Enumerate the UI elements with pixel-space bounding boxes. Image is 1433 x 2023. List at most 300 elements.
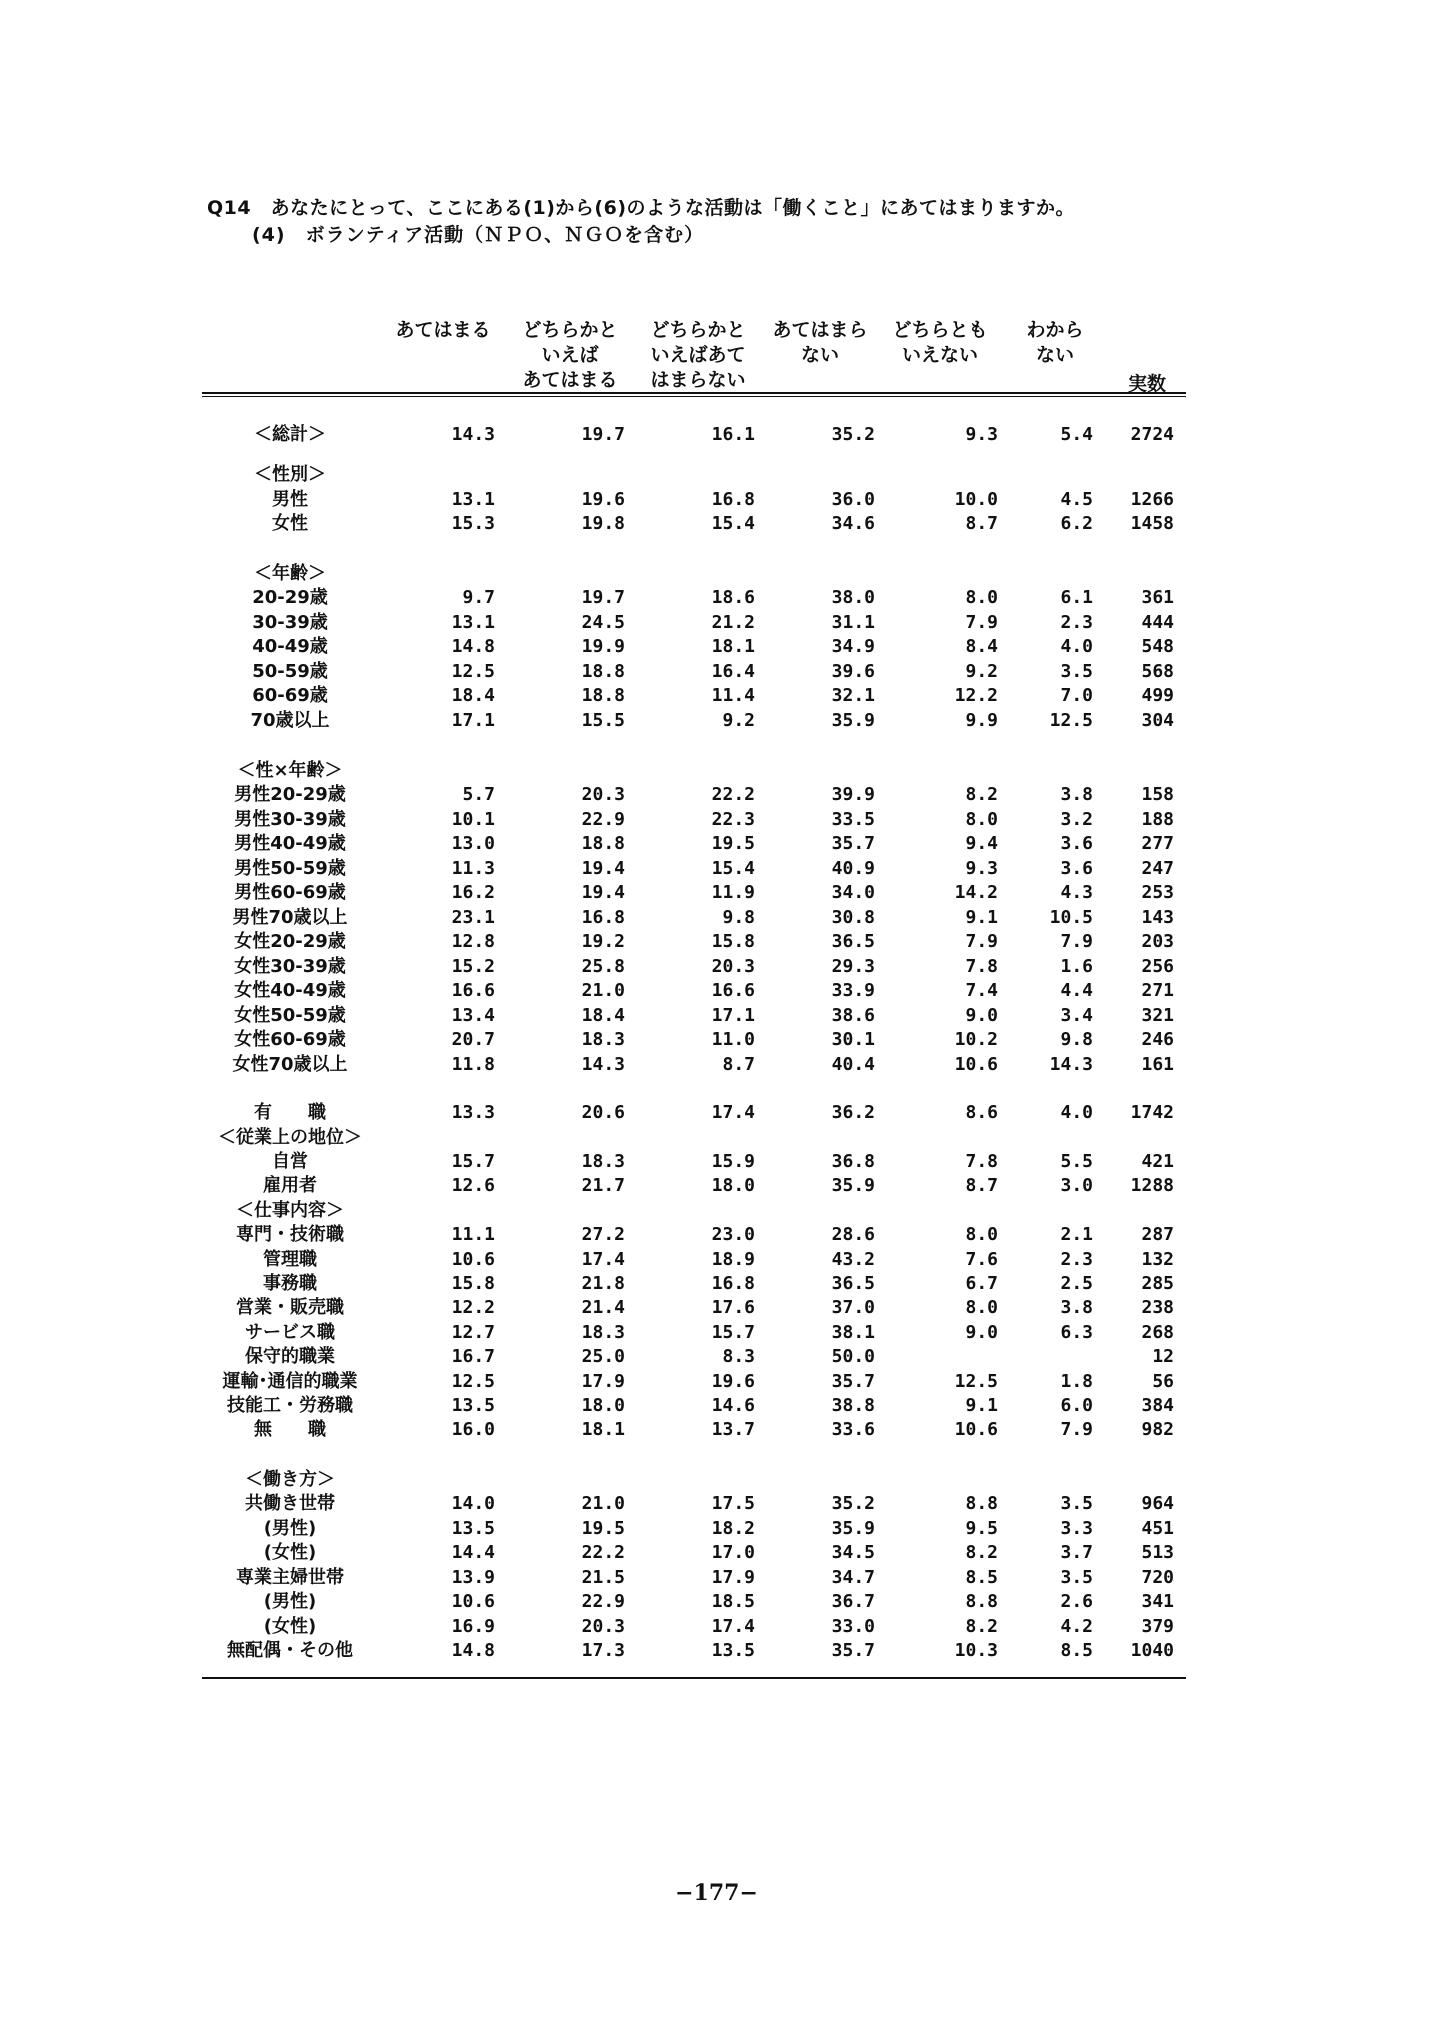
cell-count: 253 <box>1141 882 1174 903</box>
cell-value: 13.7 <box>711 1419 755 1440</box>
cell-value: 3.2 <box>1060 809 1093 830</box>
cell-value: 16.9 <box>451 1616 495 1637</box>
cell-value: 14.6 <box>711 1395 755 1416</box>
cell-value: 3.8 <box>1060 784 1093 805</box>
cell-count: 256 <box>1141 956 1174 977</box>
row-label: 自営 <box>272 1151 308 1172</box>
cell-value: 28.6 <box>831 1224 875 1245</box>
cell-value: 18.5 <box>711 1591 755 1612</box>
table-row <box>0 1321 1433 1345</box>
row-label: 女性 <box>272 513 308 534</box>
row-label: 保守的職業 <box>245 1346 335 1367</box>
cell-count: 548 <box>1141 636 1174 657</box>
cell-count: 720 <box>1141 1567 1174 1588</box>
table-row <box>0 635 1433 659</box>
table-bottom-rule <box>202 1677 1186 1679</box>
cell-value: 8.5 <box>1060 1640 1093 1661</box>
cell-value: 35.7 <box>831 1371 875 1392</box>
cell-value: 18.8 <box>581 661 625 682</box>
table-row <box>0 709 1433 733</box>
cell-value: 9.2 <box>722 710 755 731</box>
cell-value: 12.2 <box>954 685 998 706</box>
cell-value: 19.6 <box>711 1371 755 1392</box>
cell-value: 18.6 <box>711 587 755 608</box>
cell-value: 36.0 <box>831 489 875 510</box>
row-label: ＜仕事内容＞ <box>236 1200 344 1221</box>
cell-value: 18.3 <box>581 1029 625 1050</box>
cell-value: 6.2 <box>1060 513 1093 534</box>
cell-value: 16.8 <box>711 489 755 510</box>
cell-value: 19.6 <box>581 489 625 510</box>
row-label: 女性20-29歳 <box>234 931 346 952</box>
cell-count: 277 <box>1141 833 1174 854</box>
row-label: 男性40-49歳 <box>234 833 346 854</box>
row-label: 女性40-49歳 <box>234 980 346 1001</box>
cell-value: 35.2 <box>831 424 875 445</box>
table-row <box>0 1150 1433 1174</box>
cell-count: 568 <box>1141 661 1174 682</box>
cell-value: 6.0 <box>1060 1395 1093 1416</box>
cell-value: 7.9 <box>965 931 998 952</box>
table-row <box>0 1566 1433 1590</box>
page-number: −177− <box>675 1880 758 1906</box>
row-label: サービス職 <box>245 1322 335 1343</box>
cell-value: 21.7 <box>581 1175 625 1196</box>
cell-count: 247 <box>1141 858 1174 879</box>
cell-value: 11.4 <box>711 685 755 706</box>
cell-count: 188 <box>1141 809 1174 830</box>
cell-value: 5.5 <box>1060 1151 1093 1172</box>
cell-value: 10.6 <box>451 1249 495 1270</box>
cell-value: 2.3 <box>1060 1249 1093 1270</box>
table-row <box>0 562 1433 586</box>
cell-value: 30.1 <box>831 1029 875 1050</box>
row-label: 男性20-29歳 <box>234 784 346 805</box>
cell-value: 12.2 <box>451 1297 495 1318</box>
row-label: (女性) <box>263 1542 317 1563</box>
cell-value: 3.4 <box>1060 1005 1093 1026</box>
table-row <box>0 660 1433 684</box>
table-row <box>0 979 1433 1003</box>
cell-value: 33.0 <box>831 1616 875 1637</box>
cell-value: 12.8 <box>451 931 495 952</box>
cell-value: 19.5 <box>711 833 755 854</box>
cell-value: 15.8 <box>711 931 755 952</box>
cell-value: 35.9 <box>831 1175 875 1196</box>
cell-value: 21.8 <box>581 1273 625 1294</box>
table-row <box>0 1345 1433 1369</box>
column-header: どちらかと いえばあて はまらない <box>650 319 746 391</box>
cell-value: 8.2 <box>965 1542 998 1563</box>
cell-value: 15.4 <box>711 513 755 534</box>
cell-count: 982 <box>1141 1419 1174 1440</box>
cell-value: 9.7 <box>462 587 495 608</box>
cell-value: 15.2 <box>451 956 495 977</box>
table-row <box>0 1028 1433 1052</box>
cell-value: 22.3 <box>711 809 755 830</box>
cell-value: 40.9 <box>831 858 875 879</box>
cell-value: 19.8 <box>581 513 625 534</box>
cell-value: 9.8 <box>722 907 755 928</box>
cell-value: 38.1 <box>831 1322 875 1343</box>
cell-count: 132 <box>1141 1249 1174 1270</box>
row-label: 女性70歳以上 <box>232 1054 348 1075</box>
cell-count: 964 <box>1141 1493 1174 1514</box>
row-label: (男性) <box>263 1591 317 1612</box>
cell-count: 1458 <box>1130 513 1174 534</box>
row-label: 無配偶・その他 <box>227 1640 353 1661</box>
row-label: 男性60-69歳 <box>234 882 346 903</box>
cell-value: 14.3 <box>1049 1054 1093 1075</box>
cell-value: 2.6 <box>1060 1591 1093 1612</box>
cell-value: 13.5 <box>451 1395 495 1416</box>
cell-value: 17.3 <box>581 1640 625 1661</box>
row-label: ＜年齢＞ <box>254 563 326 584</box>
cell-value: 14.4 <box>451 1542 495 1563</box>
cell-value: 4.3 <box>1060 882 1093 903</box>
table-row <box>0 832 1433 856</box>
cell-value: 13.0 <box>451 833 495 854</box>
row-label: 技能工・労務職 <box>227 1395 353 1416</box>
cell-count: 271 <box>1141 980 1174 1001</box>
cell-count: 361 <box>1141 587 1174 608</box>
table-row <box>0 1541 1433 1565</box>
cell-value: 33.5 <box>831 809 875 830</box>
cell-value: 15.5 <box>581 710 625 731</box>
cell-value: 11.0 <box>711 1029 755 1050</box>
row-label: 共働き世帯 <box>245 1493 335 1514</box>
row-label: 40-49歳 <box>252 636 328 657</box>
cell-value: 14.0 <box>451 1493 495 1514</box>
cell-value: 35.9 <box>831 710 875 731</box>
cell-count: 203 <box>1141 931 1174 952</box>
row-label: 営業・販売職 <box>236 1297 344 1318</box>
cell-value: 8.7 <box>965 1175 998 1196</box>
question-text: Q14 あなたにとって、ここにある(1)から(6)のような活動は「働くこと」にあてはまりますか。 <box>207 197 1076 219</box>
cell-value: 8.0 <box>965 809 998 830</box>
cell-value: 10.1 <box>451 809 495 830</box>
cell-value: 33.9 <box>831 980 875 1001</box>
row-label: 男性50-59歳 <box>234 858 346 879</box>
cell-count: 285 <box>1141 1273 1174 1294</box>
cell-value: 8.0 <box>965 587 998 608</box>
row-label: ＜性別＞ <box>254 464 326 485</box>
cell-value: 4.0 <box>1060 636 1093 657</box>
cell-value: 21.5 <box>581 1567 625 1588</box>
row-label: (女性) <box>263 1616 317 1637</box>
cell-count: 321 <box>1141 1005 1174 1026</box>
cell-value: 5.7 <box>462 784 495 805</box>
cell-count: 451 <box>1141 1518 1174 1539</box>
table-row <box>0 955 1433 979</box>
cell-value: 3.5 <box>1060 1567 1093 1588</box>
cell-value: 13.3 <box>451 1102 495 1123</box>
cell-value: 8.7 <box>722 1054 755 1075</box>
row-label: ＜総計＞ <box>254 424 326 445</box>
cell-value: 22.2 <box>581 1542 625 1563</box>
cell-value: 7.9 <box>1060 931 1093 952</box>
cell-value: 20.7 <box>451 1029 495 1050</box>
row-label: 無 職 <box>254 1419 326 1440</box>
cell-value: 21.2 <box>711 612 755 633</box>
table-row <box>0 1517 1433 1541</box>
cell-value: 15.8 <box>451 1273 495 1294</box>
cell-value: 25.8 <box>581 956 625 977</box>
cell-value: 3.3 <box>1060 1518 1093 1539</box>
cell-count: 513 <box>1141 1542 1174 1563</box>
cell-value: 20.3 <box>711 956 755 977</box>
cell-value: 36.8 <box>831 1151 875 1172</box>
cell-value: 18.0 <box>711 1175 755 1196</box>
table-row <box>0 930 1433 954</box>
cell-value: 13.1 <box>451 489 495 510</box>
table-row <box>0 1468 1433 1492</box>
cell-value: 16.6 <box>711 980 755 1001</box>
cell-value: 18.2 <box>711 1518 755 1539</box>
row-label: 男性30-39歳 <box>234 809 346 830</box>
cell-value: 18.8 <box>581 833 625 854</box>
table-row <box>0 1101 1433 1125</box>
row-label: ＜従業上の地位＞ <box>218 1127 362 1148</box>
cell-count: 1742 <box>1130 1102 1174 1123</box>
cell-value: 39.9 <box>831 784 875 805</box>
table-row <box>0 512 1433 536</box>
table-row <box>0 808 1433 832</box>
cell-value: 1.6 <box>1060 956 1093 977</box>
cell-value: 38.6 <box>831 1005 875 1026</box>
cell-value: 10.2 <box>954 1029 998 1050</box>
cell-value: 18.9 <box>711 1249 755 1270</box>
cell-value: 9.8 <box>1060 1029 1093 1050</box>
cell-value: 36.2 <box>831 1102 875 1123</box>
cell-value: 6.3 <box>1060 1322 1093 1343</box>
row-label: 70歳以上 <box>250 710 330 731</box>
cell-value: 13.4 <box>451 1005 495 1026</box>
cell-value: 32.1 <box>831 685 875 706</box>
cell-value: 18.3 <box>581 1322 625 1343</box>
cell-value: 13.5 <box>451 1518 495 1539</box>
sub-question-text: (4) ボランティア活動（ＮＰＯ、ＮＧＯを含む） <box>252 224 705 246</box>
cell-value: 35.2 <box>831 1493 875 1514</box>
cell-value: 19.9 <box>581 636 625 657</box>
table-row <box>0 1296 1433 1320</box>
cell-value: 11.1 <box>451 1224 495 1245</box>
row-label: 男性 <box>272 489 308 510</box>
cell-value: 19.2 <box>581 931 625 952</box>
cell-value: 7.6 <box>965 1249 998 1270</box>
cell-value: 8.8 <box>965 1493 998 1514</box>
row-label: 専門・技術職 <box>236 1224 344 1245</box>
cell-value: 29.3 <box>831 956 875 977</box>
cell-value: 9.5 <box>965 1518 998 1539</box>
cell-value: 34.5 <box>831 1542 875 1563</box>
cell-value: 34.6 <box>831 513 875 534</box>
row-label: 女性60-69歳 <box>234 1029 346 1050</box>
cell-value: 15.3 <box>451 513 495 534</box>
cell-value: 7.8 <box>965 956 998 977</box>
table-row <box>0 1394 1433 1418</box>
cell-value: 43.2 <box>831 1249 875 1270</box>
cell-count: 421 <box>1141 1151 1174 1172</box>
cell-value: 22.9 <box>581 1591 625 1612</box>
cell-value: 9.0 <box>965 1005 998 1026</box>
cell-value: 8.0 <box>965 1224 998 1245</box>
cell-count: 2724 <box>1130 424 1174 445</box>
cell-value: 6.1 <box>1060 587 1093 608</box>
cell-value: 35.7 <box>831 833 875 854</box>
row-label: 事務職 <box>263 1273 317 1294</box>
cell-value: 50.0 <box>831 1346 875 1367</box>
cell-value: 8.5 <box>965 1567 998 1588</box>
cell-value: 20.3 <box>581 1616 625 1637</box>
cell-value: 27.2 <box>581 1224 625 1245</box>
row-label: 専業主婦世帯 <box>236 1567 344 1588</box>
cell-value: 34.9 <box>831 636 875 657</box>
cell-value: 17.4 <box>581 1249 625 1270</box>
cell-value: 8.3 <box>722 1346 755 1367</box>
row-label: 運輸･通信的職業 <box>222 1371 358 1392</box>
cell-count: 56 <box>1152 1371 1174 1392</box>
cell-value: 35.7 <box>831 1640 875 1661</box>
cell-value: 1.8 <box>1060 1371 1093 1392</box>
table-row <box>0 857 1433 881</box>
cell-value: 18.0 <box>581 1395 625 1416</box>
cell-value: 7.9 <box>965 612 998 633</box>
table-row <box>0 1492 1433 1516</box>
cell-value: 13.9 <box>451 1567 495 1588</box>
cell-value: 4.5 <box>1060 489 1093 510</box>
total-column-header: 実数 <box>1128 373 1167 395</box>
cell-value: 12.7 <box>451 1322 495 1343</box>
cell-value: 17.9 <box>711 1567 755 1588</box>
row-label: 有 職 <box>254 1102 326 1123</box>
table-row <box>0 423 1433 447</box>
row-label: 20-29歳 <box>252 587 328 608</box>
cell-value: 22.9 <box>581 809 625 830</box>
table-row <box>0 783 1433 807</box>
cell-value: 4.2 <box>1060 1616 1093 1637</box>
cell-value: 11.8 <box>451 1054 495 1075</box>
cell-value: 7.8 <box>965 1151 998 1172</box>
cell-value: 31.1 <box>831 612 875 633</box>
cell-value: 15.9 <box>711 1151 755 1172</box>
cell-value: 12.5 <box>451 1371 495 1392</box>
cell-value: 3.7 <box>1060 1542 1093 1563</box>
cell-value: 16.2 <box>451 882 495 903</box>
header-rule <box>202 396 1186 397</box>
cell-value: 19.4 <box>581 858 625 879</box>
cell-count: 1288 <box>1130 1175 1174 1196</box>
cell-value: 17.4 <box>711 1616 755 1637</box>
cell-count: 12 <box>1152 1346 1174 1367</box>
table-row <box>0 586 1433 610</box>
cell-value: 12.5 <box>451 661 495 682</box>
cell-value: 4.0 <box>1060 1102 1093 1123</box>
cell-value: 8.0 <box>965 1297 998 1318</box>
cell-value: 14.3 <box>581 1054 625 1075</box>
cell-value: 18.1 <box>711 636 755 657</box>
cell-value: 15.7 <box>451 1151 495 1172</box>
cell-value: 8.2 <box>965 1616 998 1637</box>
cell-value: 10.5 <box>1049 907 1093 928</box>
table-row <box>0 1223 1433 1247</box>
cell-value: 21.0 <box>581 1493 625 1514</box>
cell-value: 3.8 <box>1060 1297 1093 1318</box>
cell-count: 268 <box>1141 1322 1174 1343</box>
cell-value: 16.0 <box>451 1419 495 1440</box>
cell-value: 15.7 <box>711 1322 755 1343</box>
cell-count: 341 <box>1141 1591 1174 1612</box>
cell-value: 39.6 <box>831 661 875 682</box>
table-row <box>0 1053 1433 1077</box>
cell-value: 14.2 <box>954 882 998 903</box>
column-header: どちらかと いえば あてはまる <box>522 319 618 391</box>
cell-value: 16.8 <box>711 1273 755 1294</box>
table-row <box>0 1370 1433 1394</box>
column-header: あてはまら ない <box>772 319 868 366</box>
cell-value: 19.5 <box>581 1518 625 1539</box>
cell-value: 19.4 <box>581 882 625 903</box>
table-row <box>0 1248 1433 1272</box>
cell-count: 304 <box>1141 710 1174 731</box>
cell-count: 444 <box>1141 612 1174 633</box>
cell-value: 34.7 <box>831 1567 875 1588</box>
cell-value: 23.0 <box>711 1224 755 1245</box>
cell-value: 7.0 <box>1060 685 1093 706</box>
cell-value: 38.8 <box>831 1395 875 1416</box>
cell-value: 15.4 <box>711 858 755 879</box>
cell-value: 18.8 <box>581 685 625 706</box>
cell-value: 36.5 <box>831 931 875 952</box>
cell-count: 287 <box>1141 1224 1174 1245</box>
cell-value: 19.7 <box>581 424 625 445</box>
table-row <box>0 1272 1433 1296</box>
cell-count: 379 <box>1141 1616 1174 1637</box>
cell-value: 2.5 <box>1060 1273 1093 1294</box>
row-label: ＜性×年齢＞ <box>237 760 343 781</box>
cell-value: 21.0 <box>581 980 625 1001</box>
table-row <box>0 759 1433 783</box>
cell-value: 12.5 <box>954 1371 998 1392</box>
table-row <box>0 684 1433 708</box>
cell-value: 38.0 <box>831 587 875 608</box>
cell-value: 18.4 <box>451 685 495 706</box>
cell-count: 246 <box>1141 1029 1174 1050</box>
cell-value: 23.1 <box>451 907 495 928</box>
cell-value: 17.1 <box>451 710 495 731</box>
cell-count: 499 <box>1141 685 1174 706</box>
cell-value: 9.1 <box>965 1395 998 1416</box>
table-row <box>0 488 1433 512</box>
cell-value: 10.6 <box>954 1419 998 1440</box>
cell-value: 40.4 <box>831 1054 875 1075</box>
cell-value: 16.8 <box>581 907 625 928</box>
cell-count: 238 <box>1141 1297 1174 1318</box>
cell-value: 17.1 <box>711 1005 755 1026</box>
cell-value: 24.5 <box>581 612 625 633</box>
cell-value: 5.4 <box>1060 424 1093 445</box>
column-header: わから ない <box>1026 319 1084 366</box>
cell-value: 3.5 <box>1060 1493 1093 1514</box>
cell-value: 2.1 <box>1060 1224 1093 1245</box>
table-row <box>0 1199 1433 1223</box>
cell-value: 10.6 <box>451 1591 495 1612</box>
cell-value: 9.3 <box>965 424 998 445</box>
cell-value: 17.6 <box>711 1297 755 1318</box>
cell-value: 34.0 <box>831 882 875 903</box>
cell-value: 21.4 <box>581 1297 625 1318</box>
cell-value: 18.4 <box>581 1005 625 1026</box>
